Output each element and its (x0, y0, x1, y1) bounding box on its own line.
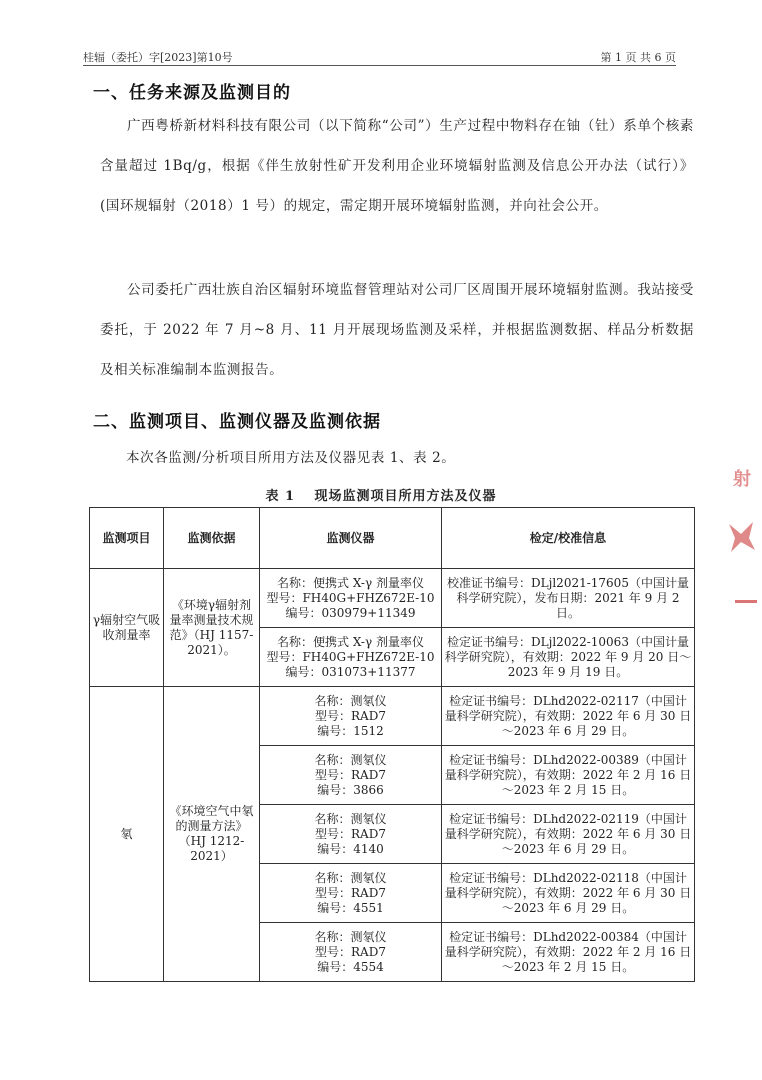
seal-stamp-fragment: 射 (733, 469, 751, 490)
instrument-name: 名称：便携式 X-γ 剂量率仪 (277, 575, 424, 590)
header-monitoring-item: 监测项目 (90, 508, 164, 569)
paragraph-commission: 公司委托广西壮族自治区辐射环境监督管理站对公司厂区周围开展环境辐射监测。我站接受委托，于 2022 年 7 月~8 月、11 月开展现场监测及采样，并根据监测数据、样品分析数据及相关标准编制本监测报告。 (100, 282, 694, 378)
instrument-name: 名称：测氡仪 (314, 870, 387, 885)
instrument-model: 型号：RAD7 (315, 885, 386, 900)
instrument-cell (260, 746, 442, 805)
page-number: 第 1 页 共 6 页 (600, 51, 676, 64)
calibration-info: 检定证书编号：DLhd2022-02118（中国计量科学研究院），有效期：2022 年 6 月 30 日～2023 年 6 月 29 日。 (442, 864, 695, 923)
method-gamma: 《环境γ辐射剂量率测量技术规范》（HJ 1157-2021）。 (164, 569, 260, 687)
calibration-info: 检定证书编号：DLhd2022-02119（中国计量科学研究院），有效期：2022 年 6 月 30 日～2023 年 6 月 29 日。 (442, 805, 695, 864)
table-caption: 表 1 现场监测项目所用方法及仪器 (265, 489, 497, 504)
instrument-serial: 编号：031073+11377 (285, 664, 416, 679)
instrument-serial: 编号：4551 (317, 900, 384, 915)
section-title-task-source: 一、任务来源及监测目的 (93, 83, 291, 103)
document-number: 桂辐（委托）字[2023]第10号 (83, 51, 233, 64)
instrument-model: 型号：FH40G+FHZ672E-10 (266, 649, 435, 664)
instrument-cell (260, 864, 442, 923)
seal-stamp-mark (727, 520, 757, 554)
seal-stamp-line (735, 600, 757, 603)
method-radon: 《环境空气中氡的测量方法》（HJ 1212-2021） (164, 687, 260, 982)
instrument-cell (260, 569, 442, 628)
item-gamma: γ辐射空气吸收剂量率 (90, 569, 164, 687)
instrument-name: 名称：测氡仪 (314, 693, 387, 708)
calibration-info: 检定证书编号：DLhd2022-00389（中国计量科学研究院），有效期：2022 年 2 月 16 日～2023 年 2 月 15 日。 (442, 746, 695, 805)
instrument-model: 型号：RAD7 (315, 826, 386, 841)
instrument-cell (260, 628, 442, 687)
header-calibration-info: 检定/校准信息 (442, 508, 695, 569)
instrument-cell (260, 687, 442, 746)
instrument-model: 型号：RAD7 (315, 767, 386, 782)
table-row (90, 687, 695, 746)
instrument-serial: 编号：4140 (317, 841, 384, 856)
instrument-name: 名称：便携式 X-γ 剂量率仪 (277, 634, 424, 649)
instrument-serial: 编号：1512 (317, 723, 384, 738)
calibration-info: 检定证书编号：DLhd2022-02117（中国计量科学研究院），有效期：2022 年 6 月 30 日～2023 年 6 月 29 日。 (442, 687, 695, 746)
instrument-name: 名称：测氡仪 (314, 811, 387, 826)
calibration-info: 校准证书编号：DLjl2021-17605（中国计量科学研究院），发布日期：2021 年 9 月 2 日。 (442, 569, 695, 628)
instrument-model: 型号：FH40G+FHZ672E-10 (266, 590, 435, 605)
header-divider (83, 65, 676, 66)
header-monitoring-basis: 监测依据 (164, 508, 260, 569)
paragraph-background: 广西粤桥新材料科技有限公司（以下简称“公司”）生产过程中物料存在铀（钍）系单个核素含量超过 1Bq/g，根据《伴生放射性矿开发利用企业环境辐射监测及信息公开办法（试行）》(国环规辐射（2018）1 号）的规定，需定期开展环境辐射监测，并向社会公开。 (100, 118, 694, 214)
table-row (90, 569, 695, 628)
item-radon: 氡 (90, 687, 164, 982)
table-header-row (90, 508, 695, 569)
calibration-info: 检定证书编号：DLjl2022-10063（中国计量科学研究院），有效期：2022 年 9 月 20 日～2023 年 9 月 19 日。 (442, 628, 695, 687)
paragraph-table-intro: 本次各监测/分析项目所用方法及仪器见表 1、表 2。 (126, 450, 456, 466)
instrument-model: 型号：RAD7 (315, 944, 386, 959)
header-instrument: 监测仪器 (260, 508, 442, 569)
section-title-monitoring-items: 二、监测项目、监测仪器及监测依据 (93, 412, 381, 432)
instrument-cell (260, 923, 442, 982)
instrument-model: 型号：RAD7 (315, 708, 386, 723)
instrument-name: 名称：测氡仪 (314, 929, 387, 944)
instrument-serial: 编号：030979+11349 (285, 605, 416, 620)
instrument-serial: 编号：4554 (317, 959, 384, 974)
calibration-info: 检定证书编号：DLhd2022-00384（中国计量科学研究院），有效期：2022 年 2 月 16 日～2023 年 2 月 15 日。 (442, 923, 695, 982)
methods-instruments-table (89, 507, 695, 982)
instrument-name: 名称：测氡仪 (314, 752, 387, 767)
instrument-serial: 编号：3866 (317, 782, 384, 797)
instrument-cell (260, 805, 442, 864)
